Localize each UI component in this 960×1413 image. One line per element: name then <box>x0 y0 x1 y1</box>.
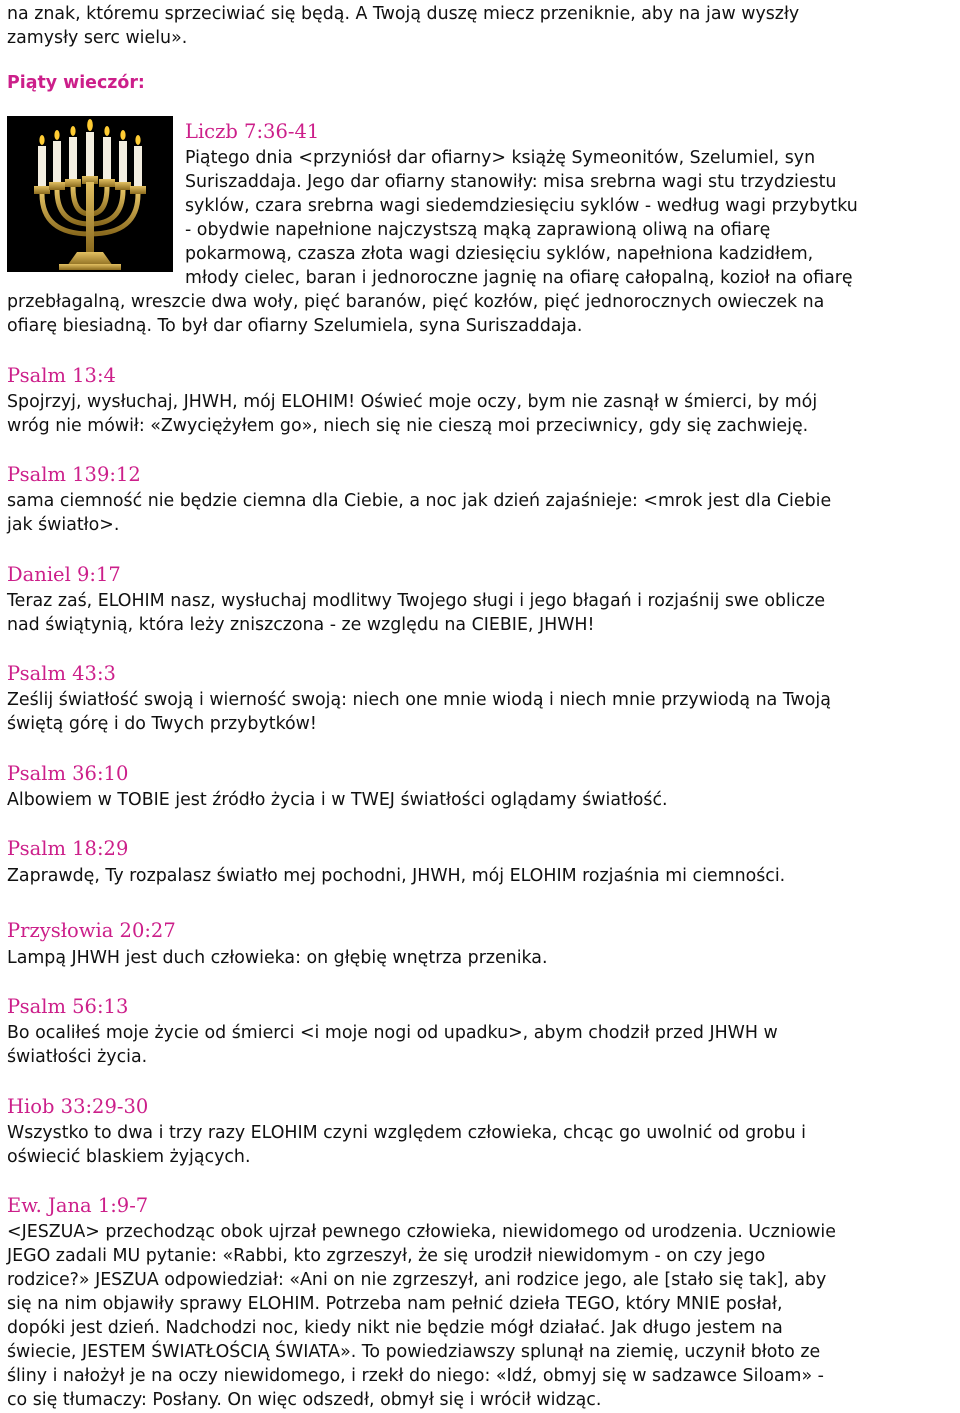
passage-line: młody cielec, baran i jednoroczne jagnię na ofiarę całopalną, kozioł na ofiarę <box>185 268 853 288</box>
passage-line: dopóki jest dzień. Nadchodzi noc, kiedy nikt nie będzie mógł działać. Jak długo jestem na <box>7 1318 783 1338</box>
passage-line: <JESZUA> przechodząc obok ujrzał pewnego człowieka, niewidomego od urodzenia. Uczniowie <box>7 1222 836 1242</box>
passage-line: Zaprawdę, Ty rozpalasz światło mej pochodni, JHWH, mój ELOHIM rozjaśnia mi ciemności. <box>7 866 786 886</box>
passage-line: się na nim objawiły sprawy ELOHIM. Potrzeba nam pełnić dzieła TEGO, który MNIE posłał, <box>7 1294 783 1314</box>
passage-reference: Psalm 36:10 <box>7 762 129 785</box>
passage-reference: Przysłowia 20:27 <box>7 919 176 942</box>
passage-reference: Ew. Jana 1:9-7 <box>7 1194 149 1217</box>
passage-line: Suriszaddaja. Jego dar ofiarny stanowiły: misa srebrna wagi stu trzydziestu <box>185 172 837 192</box>
passage-line: światłości życia. <box>7 1047 148 1067</box>
passage-reference: Daniel 9:17 <box>7 563 121 586</box>
passage-reference: Liczb 7:36-41 <box>185 120 320 143</box>
passage-line: wróg nie mówił: «Zwyciężyłem go», niech się nie cieszą moi przeciwnicy, gdy się zachwieję. <box>7 416 809 436</box>
passage-line: co się tłumaczy: Posłany. On więc odszedł, obmył się i wrócił widząc. <box>7 1390 602 1410</box>
passage-line: oświecić blaskiem żyjących. <box>7 1147 251 1167</box>
passage-reference: Psalm 18:29 <box>7 837 129 860</box>
passage-line: Lampą JHWH jest duch człowieka: on głębię wnętrza przenika. <box>7 948 548 968</box>
passage-line: jak światło>. <box>7 515 120 535</box>
intro-line: na znak, któremu sprzeciwiać się będą. A Twoją duszę miecz przeniknie, aby na jaw wyszły <box>7 4 800 24</box>
passage-line: śliny i nałożył je na oczy niewidomego, i rzekł do niego: «Idź, obmyj się w sadzawce Siloam» - <box>7 1366 824 1386</box>
passage-line: sama ciemność nie będzie ciemna dla Ciebie, a noc jak dzień zajaśnieje: <mrok jest dla Ciebie <box>7 491 832 511</box>
passage-line: Ześlij światłość swoją i wierność swoją: niech one mnie wiodą i niech mnie przywiodą na Twoją <box>7 690 831 710</box>
section-heading: Piąty wieczór: <box>7 73 145 93</box>
passage-line: nad świątynią, która leży zniszczona - ze względu na CIEBIE, JHWH! <box>7 615 595 635</box>
passage-line: Teraz zaś, ELOHIM nasz, wysłuchaj modlitwy Twojego sługi i jego błagań i rozjaśnij swe oblicze <box>7 591 826 611</box>
passage-reference: Psalm 56:13 <box>7 995 129 1018</box>
passage-reference: Psalm 43:3 <box>7 662 116 685</box>
passage-line: Albowiem w TOBIE jest źródło życia i w TWEJ światłości oglądamy światłość. <box>7 790 668 810</box>
passage-line: pokarmową, czasza złota wagi dziesięciu syklów, napełniona kadzidłem, <box>185 244 814 264</box>
passage-line: Bo ocaliłeś moje życie od śmierci <i moje nogi od upadku>, abym chodził przed JHWH w <box>7 1023 778 1043</box>
passage-line: rodzice?» JESZUA odpowiedział: «Ani on nie zgrzeszył, ani rodzice jego, ale [stało się tak], aby <box>7 1270 827 1290</box>
passage-line: świecie, JESTEM ŚWIATŁOŚCIĄ ŚWIATA». To powiedziawszy splunął na ziemię, uczynił błoto ze <box>7 1342 821 1362</box>
passage-line: przebłagalną, wreszcie dwa woły, pięć baranów, pięć kozłów, pięć jednorocznych owieczek na <box>7 292 825 312</box>
passage-line: ofiarę biesiadną. To był dar ofiarny Szelumiela, syna Suriszaddaja. <box>7 316 583 336</box>
passage-line: syklów, czara srebrna wagi siedemdziesięciu syklów - według wagi przybytku <box>185 196 858 216</box>
intro-line: zamysły serc wielu». <box>7 28 188 48</box>
passage-line: świętą górę i do Twych przybytków! <box>7 714 317 734</box>
passage-reference: Psalm 139:12 <box>7 463 141 486</box>
passage-line: JEGO zadali MU pytanie: «Rabbi, kto zgrzeszył, że się urodził niewidomym - on czy jego <box>7 1246 766 1266</box>
passage-reference: Psalm 13:4 <box>7 364 116 387</box>
passage-reference: Hiob 33:29-30 <box>7 1095 149 1118</box>
passage-line: - obydwie napełnione najczystszą mąką zaprawioną oliwą na ofiarę <box>185 220 771 240</box>
menorah-icon <box>7 116 173 272</box>
passage-line: Piątego dnia <przyniósł dar ofiarny> książę Symeonitów, Szelumiel, syn <box>185 148 816 168</box>
menorah-image <box>7 116 173 272</box>
passage-line: Spojrzyj, wysłuchaj, JHWH, mój ELOHIM! Oświeć moje oczy, bym nie zasnął w śmierci, by mój <box>7 392 818 412</box>
passage-line: Wszystko to dwa i trzy razy ELOHIM czyni względem człowieka, chcąc go uwolnić od grobu i <box>7 1123 806 1143</box>
